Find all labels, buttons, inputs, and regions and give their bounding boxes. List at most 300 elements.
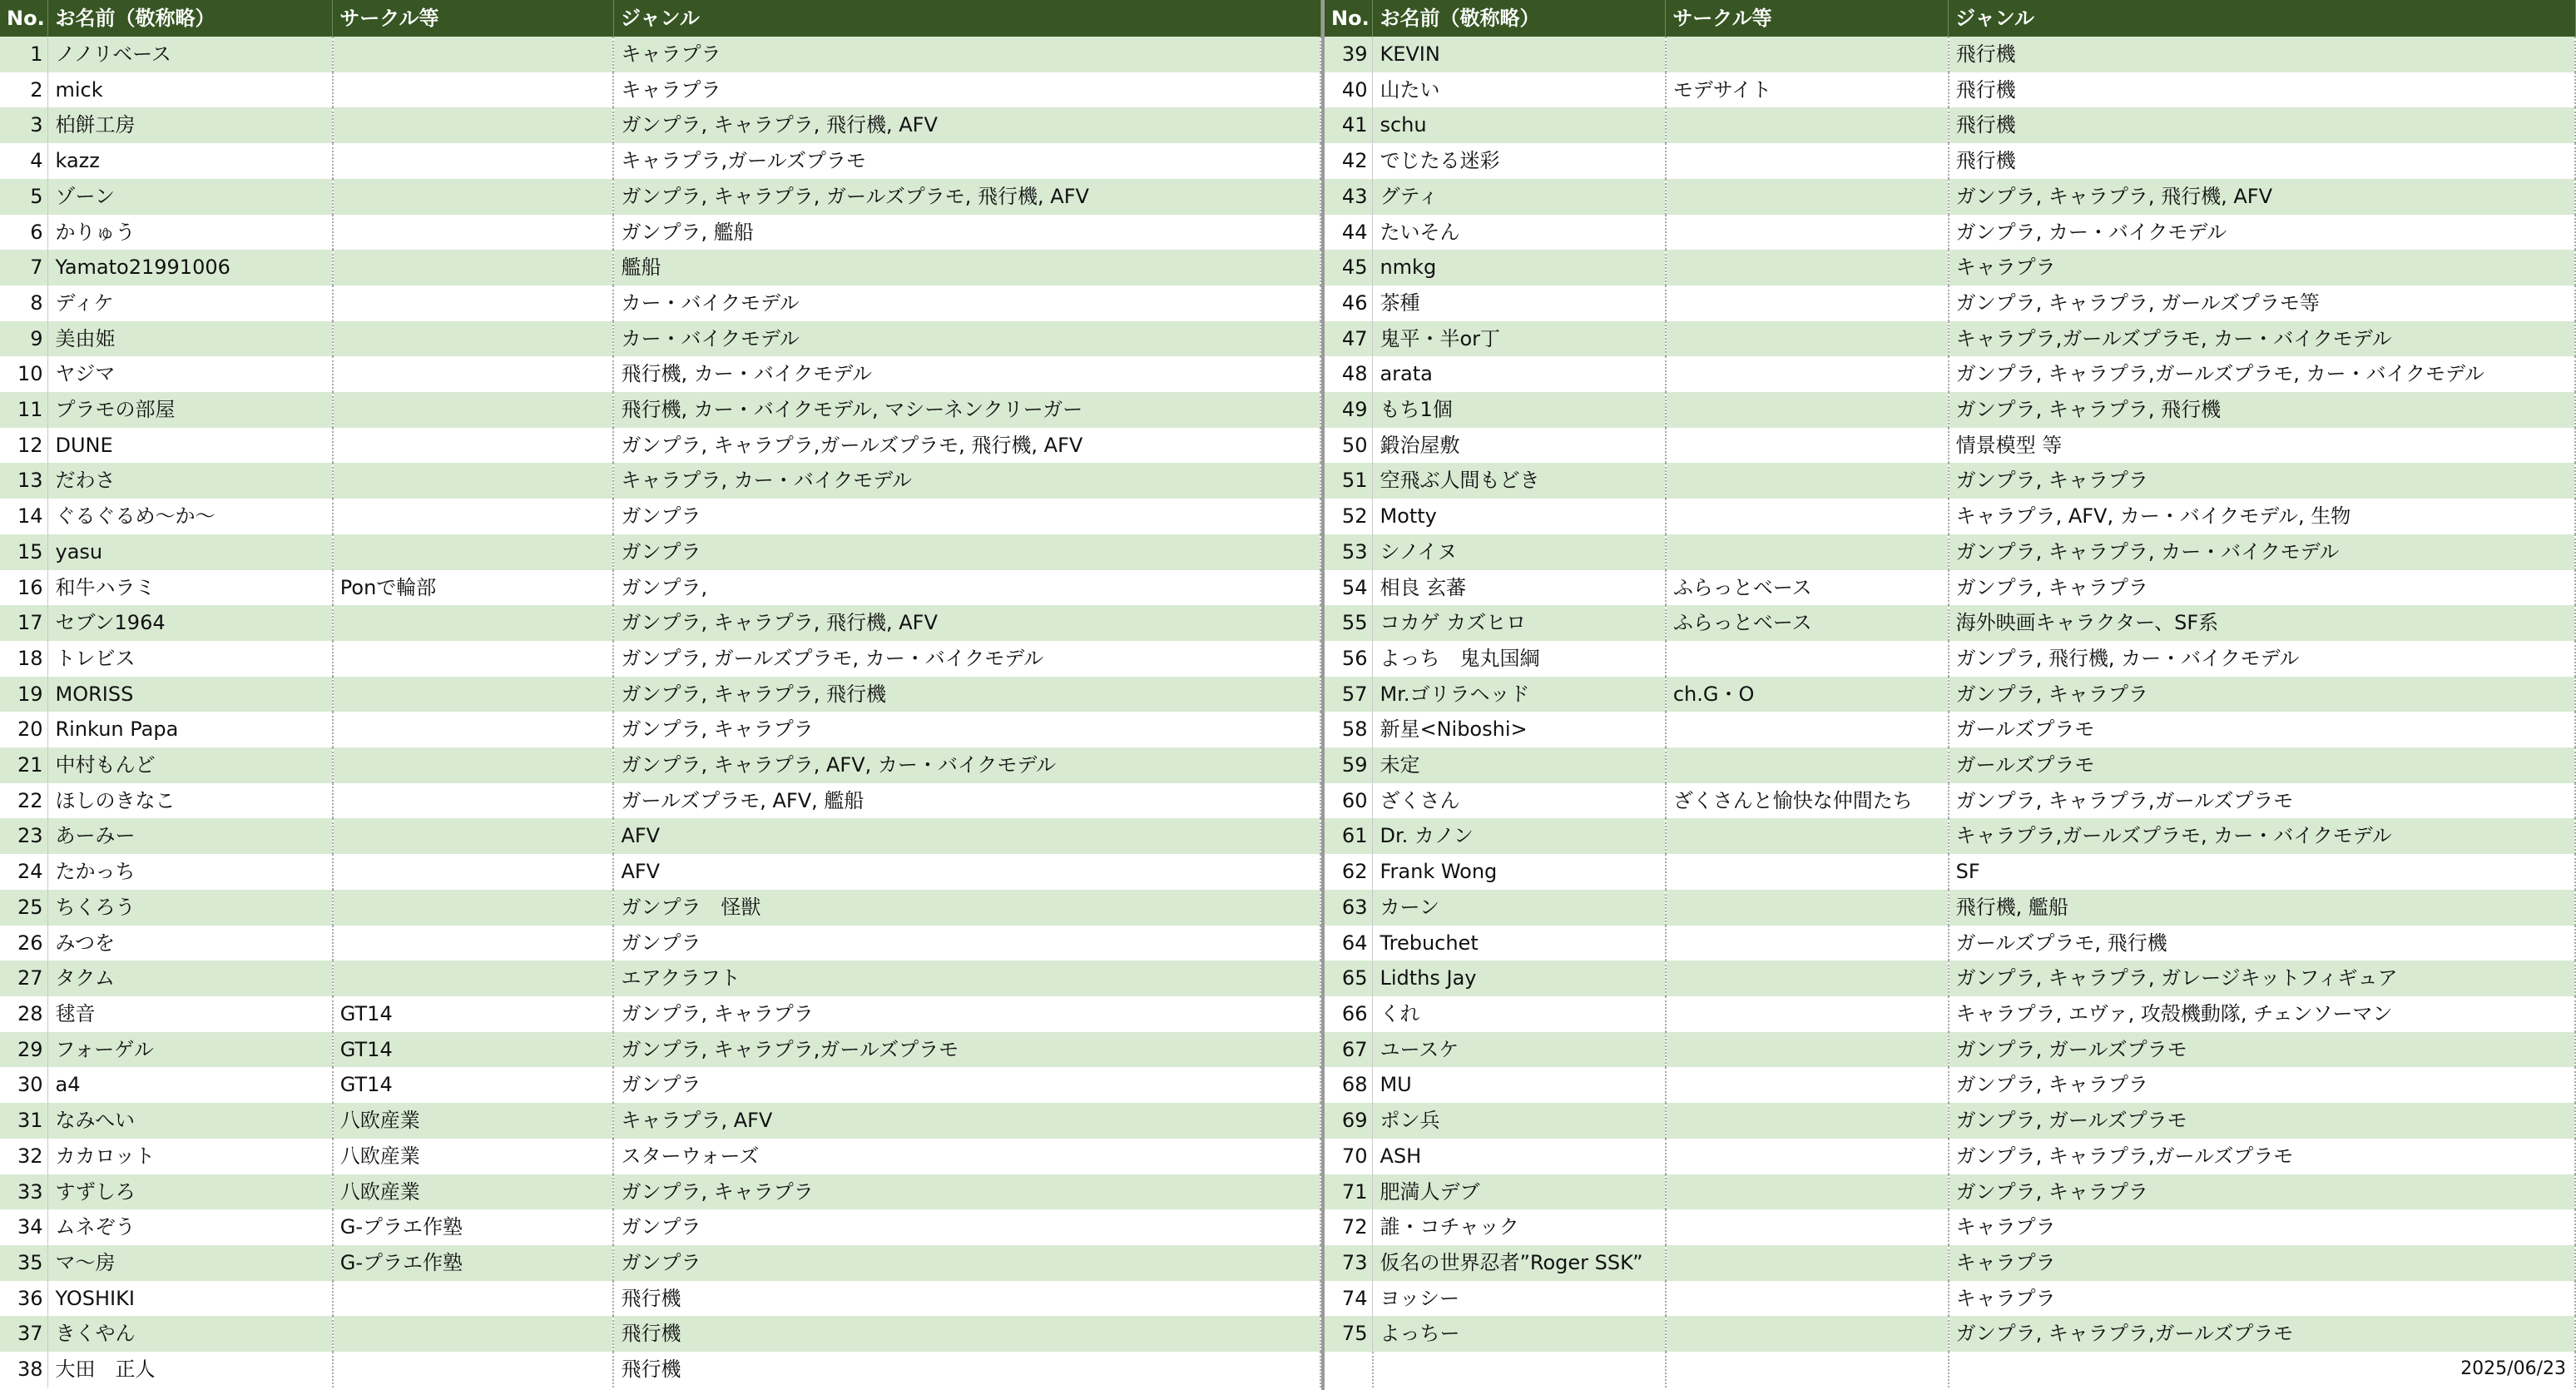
row-number: 21 <box>0 747 48 783</box>
row-name: ちくろう <box>48 890 333 926</box>
row-number: 17 <box>0 605 48 641</box>
row-genre: 飛行機, 艦船 <box>1949 890 2575 926</box>
row-number: 3 <box>0 107 48 143</box>
table-row <box>1325 37 2575 72</box>
table-row <box>1325 996 2575 1032</box>
row-name: ヤジマ <box>48 356 333 392</box>
row-genre: キャラプラ, AFV <box>613 1103 1320 1139</box>
row-number: 46 <box>1325 285 1373 321</box>
row-number: 25 <box>0 890 48 926</box>
row-circle <box>1666 321 1949 357</box>
row-circle <box>1666 463 1949 499</box>
row-name: schu <box>1373 107 1666 143</box>
row-genre: 海外映画キャラクター、SF系 <box>1949 605 2575 641</box>
row-number: 55 <box>1325 605 1373 641</box>
row-number: 63 <box>1325 890 1373 926</box>
row-number: 32 <box>0 1139 48 1174</box>
row-number: 70 <box>1325 1139 1373 1174</box>
table-row <box>1325 215 2575 251</box>
row-number: 38 <box>0 1352 48 1388</box>
row-circle <box>333 818 614 854</box>
row-circle <box>333 356 614 392</box>
row-name: 相良 玄蕃 <box>1373 570 1666 606</box>
row-number: 53 <box>1325 534 1373 570</box>
row-name: 鬼平・半or丁 <box>1373 321 1666 357</box>
row-genre: ガンプラ, キャラプラ, ガレージキットフィギュア <box>1949 961 2575 996</box>
row-genre: キャラプラ, カー・バイクモデル <box>613 463 1320 499</box>
row-genre: ガンプラ, <box>613 570 1320 606</box>
table-row <box>0 428 1320 464</box>
row-circle <box>333 1316 614 1352</box>
row-circle <box>1666 1032 1949 1068</box>
row-genre: SF <box>1949 854 2575 890</box>
row-genre: ガンプラ, キャラプラ,ガールズプラモ, 飛行機, AFV <box>613 428 1320 464</box>
header-genre: ジャンル <box>1949 0 2575 37</box>
row-number: 16 <box>0 570 48 606</box>
row-name: a4 <box>48 1067 333 1103</box>
row-circle <box>1666 356 1949 392</box>
row-circle <box>333 285 614 321</box>
row-genre: 艦船 <box>613 250 1320 285</box>
row-genre: ガンプラ, キャラプラ <box>1949 1174 2575 1210</box>
row-name: ぐるぐるめ～か～ <box>48 499 333 534</box>
table-row <box>1325 1245 2575 1281</box>
table-row <box>1325 179 2575 215</box>
row-circle <box>1666 250 1949 285</box>
row-circle <box>1666 215 1949 251</box>
row-genre: ガールズプラモ <box>1949 712 2575 747</box>
row-circle <box>1666 961 1949 996</box>
table-row <box>1325 1281 2575 1317</box>
row-number: 57 <box>1325 677 1373 712</box>
row-circle <box>333 72 614 108</box>
table-row <box>1325 747 2575 783</box>
row-genre: ガンプラ, キャラプラ, 飛行機, AFV <box>613 605 1320 641</box>
table-row <box>0 1032 1320 1068</box>
table-row <box>1325 1067 2575 1103</box>
row-circle <box>333 321 614 357</box>
row-circle: G-プラエ作塾 <box>333 1209 614 1245</box>
row-name: ムネぞう <box>48 1209 333 1245</box>
left-table-body <box>0 37 1320 1388</box>
row-name: yasu <box>48 534 333 570</box>
row-genre: ガンプラ, キャラプラ <box>1949 677 2575 712</box>
row-circle: ch.G・O <box>1666 677 1949 712</box>
row-genre: ガンプラ, キャラプラ,ガールズプラモ, カー・バイクモデル <box>1949 356 2575 392</box>
table-row <box>0 712 1320 747</box>
row-circle <box>1666 1067 1949 1103</box>
table-row <box>0 1245 1320 1281</box>
row-genre: ガンプラ, 艦船 <box>613 215 1320 251</box>
header-circle: サークル等 <box>1666 0 1949 37</box>
row-number: 24 <box>0 854 48 890</box>
row-number: 30 <box>0 1067 48 1103</box>
row-genre: 飛行機 <box>1949 107 2575 143</box>
row-genre: ガンプラ, キャラプラ,ガールズプラモ <box>1949 1316 2575 1352</box>
table-row <box>0 321 1320 357</box>
row-circle <box>1666 428 1949 464</box>
row-name: 肥満人デブ <box>1373 1174 1666 1210</box>
table-row <box>0 1174 1320 1210</box>
row-number: 7 <box>0 250 48 285</box>
row-number: 22 <box>0 783 48 819</box>
row-circle <box>333 854 614 890</box>
table-row <box>0 996 1320 1032</box>
row-genre: ガールズプラモ, AFV, 艦船 <box>613 783 1320 819</box>
table-row <box>0 1209 1320 1245</box>
row-genre: ガンプラ, キャラプラ, ガールズプラモ等 <box>1949 285 2575 321</box>
table-row <box>0 1103 1320 1139</box>
row-number: 37 <box>0 1316 48 1352</box>
row-name: 中村もんど <box>48 747 333 783</box>
row-name: すずしろ <box>48 1174 333 1210</box>
row-name: ASH <box>1373 1139 1666 1174</box>
row-genre: 飛行機, カー・バイクモデル, マシーネンクリーガー <box>613 392 1320 428</box>
row-number: 49 <box>1325 392 1373 428</box>
row-circle <box>1666 179 1949 215</box>
row-genre: キャラプラ,ガールズプラモ, カー・バイクモデル <box>1949 818 2575 854</box>
row-genre: AFV <box>613 854 1320 890</box>
row-name: 新星<Niboshi> <box>1373 712 1666 747</box>
row-genre: キャラプラ, エヴァ, 攻殻機動隊, チェンソーマン <box>1949 996 2575 1032</box>
row-number: 35 <box>0 1245 48 1281</box>
row-circle <box>1666 926 1949 961</box>
row-genre: 飛行機 <box>613 1352 1320 1388</box>
row-name: 山たい <box>1373 72 1666 108</box>
row-genre: ガンプラ, キャラプラ <box>613 712 1320 747</box>
table-row <box>1325 1209 2575 1245</box>
row-name: カカロット <box>48 1139 333 1174</box>
row-number: 54 <box>1325 570 1373 606</box>
table-row <box>1325 463 2575 499</box>
row-genre: ガールズプラモ <box>1949 747 2575 783</box>
row-genre: AFV <box>613 818 1320 854</box>
row-number: 56 <box>1325 641 1373 677</box>
table-row <box>0 499 1320 534</box>
row-number: 15 <box>0 534 48 570</box>
row-circle <box>1666 285 1949 321</box>
row-genre: ガンプラ, ガールズプラモ <box>1949 1032 2575 1068</box>
table-row <box>1325 72 2575 108</box>
row-circle: ふらっとベース <box>1666 570 1949 606</box>
header-no: No. <box>0 0 48 37</box>
row-number: 9 <box>0 321 48 357</box>
row-name: KEVIN <box>1373 37 1666 72</box>
header-name: お名前（敬称略） <box>48 0 333 37</box>
row-name: 茶種 <box>1373 285 1666 321</box>
table-row <box>0 605 1320 641</box>
table-row <box>0 1352 1320 1388</box>
table-row <box>0 392 1320 428</box>
row-genre: ガンプラ, キャラプラ, AFV, カー・バイクモデル <box>613 747 1320 783</box>
row-number: 73 <box>1325 1245 1373 1281</box>
table-row <box>0 72 1320 108</box>
row-genre: エアクラフト <box>613 961 1320 996</box>
row-number: 18 <box>0 641 48 677</box>
row-name: でじたる迷彩 <box>1373 143 1666 179</box>
row-circle <box>1666 996 1949 1032</box>
row-circle <box>333 392 614 428</box>
table-row <box>1325 499 2575 534</box>
empty-cell <box>1666 1352 1949 1388</box>
row-number: 10 <box>0 356 48 392</box>
row-genre: キャラプラ <box>1949 1245 2575 1281</box>
row-number: 11 <box>0 392 48 428</box>
table-row <box>0 179 1320 215</box>
row-genre: カー・バイクモデル <box>613 285 1320 321</box>
row-name: きくやん <box>48 1316 333 1352</box>
table-row <box>0 107 1320 143</box>
table-row <box>1325 392 2575 428</box>
row-circle <box>333 747 614 783</box>
row-name: グティ <box>1373 179 1666 215</box>
table-row <box>0 356 1320 392</box>
row-genre: キャラプラ,ガールズプラモ <box>613 143 1320 179</box>
row-number: 4 <box>0 143 48 179</box>
row-number: 72 <box>1325 1209 1373 1245</box>
row-genre: ガンプラ <box>613 1067 1320 1103</box>
row-number: 42 <box>1325 143 1373 179</box>
row-name: 鍛治屋敷 <box>1373 428 1666 464</box>
row-number: 1 <box>0 37 48 72</box>
row-number: 36 <box>0 1281 48 1317</box>
row-genre: ガンプラ, キャラプラ <box>613 996 1320 1032</box>
row-circle <box>1666 712 1949 747</box>
table-row <box>0 783 1320 819</box>
row-number: 71 <box>1325 1174 1373 1210</box>
row-genre: ガンプラ <box>613 534 1320 570</box>
table-row <box>1325 1103 2575 1139</box>
row-circle <box>333 37 614 72</box>
row-circle <box>333 534 614 570</box>
row-name: MU <box>1373 1067 1666 1103</box>
row-circle <box>1666 37 1949 72</box>
table-row <box>0 890 1320 926</box>
row-number: 27 <box>0 961 48 996</box>
row-name: たいそん <box>1373 215 1666 251</box>
row-name: Frank Wong <box>1373 854 1666 890</box>
row-circle <box>333 1281 614 1317</box>
row-name: Trebuchet <box>1373 926 1666 961</box>
row-genre: キャラプラ <box>1949 1281 2575 1317</box>
row-name: よっちー <box>1373 1316 1666 1352</box>
row-number: 48 <box>1325 356 1373 392</box>
row-number: 39 <box>1325 37 1373 72</box>
row-name: 美由姫 <box>48 321 333 357</box>
empty-cell <box>1325 1352 1373 1388</box>
row-genre: スターウォーズ <box>613 1139 1320 1174</box>
row-name: あーみー <box>48 818 333 854</box>
table-row <box>0 1067 1320 1103</box>
row-genre: ガンプラ, ガールズプラモ, カー・バイクモデル <box>613 641 1320 677</box>
table-row <box>1325 1174 2575 1210</box>
row-circle <box>333 641 614 677</box>
table-row <box>0 143 1320 179</box>
row-genre: 飛行機, カー・バイクモデル <box>613 356 1320 392</box>
row-circle <box>333 783 614 819</box>
row-number: 61 <box>1325 818 1373 854</box>
row-circle <box>333 961 614 996</box>
row-circle <box>333 605 614 641</box>
row-circle <box>1666 1139 1949 1174</box>
row-name: コカゲ カズヒロ <box>1373 605 1666 641</box>
table-row <box>1325 143 2575 179</box>
row-name: Lidths Jay <box>1373 961 1666 996</box>
row-name: mick <box>48 72 333 108</box>
table-row <box>0 961 1320 996</box>
row-circle: 八欧産業 <box>333 1139 614 1174</box>
row-number: 59 <box>1325 747 1373 783</box>
row-name: 柏餅工房 <box>48 107 333 143</box>
table-row <box>1325 356 2575 392</box>
row-circle <box>1666 392 1949 428</box>
table-row <box>1325 605 2575 641</box>
row-number: 44 <box>1325 215 1373 251</box>
row-name: 未定 <box>1373 747 1666 783</box>
header-row <box>0 0 1320 37</box>
row-genre: キャラプラ,ガールズプラモ, カー・バイクモデル <box>1949 321 2575 357</box>
row-number: 40 <box>1325 72 1373 108</box>
row-circle <box>333 179 614 215</box>
row-name: arata <box>1373 356 1666 392</box>
row-name: ゾーン <box>48 179 333 215</box>
table-row <box>1325 285 2575 321</box>
row-name: ヨッシー <box>1373 1281 1666 1317</box>
row-genre: キャラプラ, AFV, カー・バイクモデル, 生物 <box>1949 499 2575 534</box>
row-genre: ガンプラ, キャラプラ <box>1949 570 2575 606</box>
row-number: 8 <box>0 285 48 321</box>
row-name: よっち 鬼丸国綱 <box>1373 641 1666 677</box>
right-participant-table <box>1325 0 2576 1388</box>
row-genre: 飛行機 <box>613 1316 1320 1352</box>
row-number: 75 <box>1325 1316 1373 1352</box>
row-circle <box>333 428 614 464</box>
row-number: 65 <box>1325 961 1373 996</box>
row-circle <box>333 215 614 251</box>
row-genre: ガンプラ, キャラプラ, カー・バイクモデル <box>1949 534 2575 570</box>
row-number: 29 <box>0 1032 48 1068</box>
row-circle: モデサイト <box>1666 72 1949 108</box>
row-name: 和牛ハラミ <box>48 570 333 606</box>
row-name: プラモの部屋 <box>48 392 333 428</box>
table-row <box>1325 1316 2575 1352</box>
row-circle <box>1666 1103 1949 1139</box>
row-genre: 飛行機 <box>1949 37 2575 72</box>
table-row <box>1325 961 2575 996</box>
row-number: 14 <box>0 499 48 534</box>
row-name: Mr.ゴリラヘッド <box>1373 677 1666 712</box>
header-no: No. <box>1325 0 1373 37</box>
row-circle <box>1666 1209 1949 1245</box>
table-row <box>1325 818 2575 854</box>
row-genre: キャラプラ <box>1949 1209 2575 1245</box>
table-row <box>0 854 1320 890</box>
table-row <box>1325 926 2575 961</box>
row-genre: ガンプラ, キャラプラ <box>613 1174 1320 1210</box>
row-circle: ざくさんと愉快な仲間たち <box>1666 783 1949 819</box>
row-circle <box>1666 534 1949 570</box>
row-genre: ガンプラ, ガールズプラモ <box>1949 1103 2575 1139</box>
row-genre: ガンプラ, キャラプラ, ガールズプラモ, 飛行機, AFV <box>613 179 1320 215</box>
row-name: DUNE <box>48 428 333 464</box>
table-row <box>0 747 1320 783</box>
row-circle <box>333 143 614 179</box>
row-name: タクム <box>48 961 333 996</box>
row-number: 43 <box>1325 179 1373 215</box>
row-number: 68 <box>1325 1067 1373 1103</box>
table-row <box>0 1316 1320 1352</box>
row-circle <box>333 107 614 143</box>
table-row <box>1325 1032 2575 1068</box>
row-genre: ガンプラ, カー・バイクモデル <box>1949 215 2575 251</box>
row-name: MORISS <box>48 677 333 712</box>
row-circle <box>1666 1174 1949 1210</box>
row-circle <box>333 1352 614 1388</box>
row-genre: カー・バイクモデル <box>613 321 1320 357</box>
row-circle <box>1666 107 1949 143</box>
row-name: くれ <box>1373 996 1666 1032</box>
row-circle <box>1666 854 1949 890</box>
table-row <box>1325 570 2575 606</box>
row-circle <box>1666 1245 1949 1281</box>
row-genre: 飛行機 <box>613 1281 1320 1317</box>
table-row <box>1325 428 2575 464</box>
row-genre: ガンプラ, 飛行機, カー・バイクモデル <box>1949 641 2575 677</box>
row-genre: ガンプラ, キャラプラ,ガールズプラモ <box>1949 1139 2575 1174</box>
row-number: 26 <box>0 926 48 961</box>
row-name: フォーゲル <box>48 1032 333 1068</box>
table-row <box>0 926 1320 961</box>
row-name: みつを <box>48 926 333 961</box>
row-name: もち1個 <box>1373 392 1666 428</box>
row-number: 2 <box>0 72 48 108</box>
table-row <box>0 534 1320 570</box>
row-genre: ガンプラ, キャラプラ, 飛行機, AFV <box>613 107 1320 143</box>
table-row <box>1325 321 2575 357</box>
row-name: 空飛ぶ人間もどき <box>1373 463 1666 499</box>
row-number: 51 <box>1325 463 1373 499</box>
row-genre: ガールズプラモ, 飛行機 <box>1949 926 2575 961</box>
row-circle: Ponで輪部 <box>333 570 614 606</box>
header-row <box>1325 0 2575 37</box>
table-row <box>0 677 1320 712</box>
row-number: 47 <box>1325 321 1373 357</box>
row-number: 58 <box>1325 712 1373 747</box>
row-genre: キャラプラ <box>1949 250 2575 285</box>
row-number: 6 <box>0 215 48 251</box>
row-number: 23 <box>0 818 48 854</box>
row-circle <box>333 499 614 534</box>
right-table-panel <box>1321 0 2576 1390</box>
row-circle <box>1666 818 1949 854</box>
row-circle: GT14 <box>333 1032 614 1068</box>
row-circle: 八欧産業 <box>333 1103 614 1139</box>
row-name: ポン兵 <box>1373 1103 1666 1139</box>
row-circle <box>1666 499 1949 534</box>
row-circle <box>1666 1281 1949 1317</box>
row-genre: ガンプラ, キャラプラ, 飛行機, AFV <box>1949 179 2575 215</box>
row-name: ノノリベース <box>48 37 333 72</box>
row-name: ほしのきなこ <box>48 783 333 819</box>
row-name: kazz <box>48 143 333 179</box>
table-row <box>1325 854 2575 890</box>
row-circle <box>333 926 614 961</box>
row-genre: キャラプラ <box>613 72 1320 108</box>
table-row <box>0 463 1320 499</box>
row-name: Rinkun Papa <box>48 712 333 747</box>
row-number: 20 <box>0 712 48 747</box>
row-circle <box>333 250 614 285</box>
